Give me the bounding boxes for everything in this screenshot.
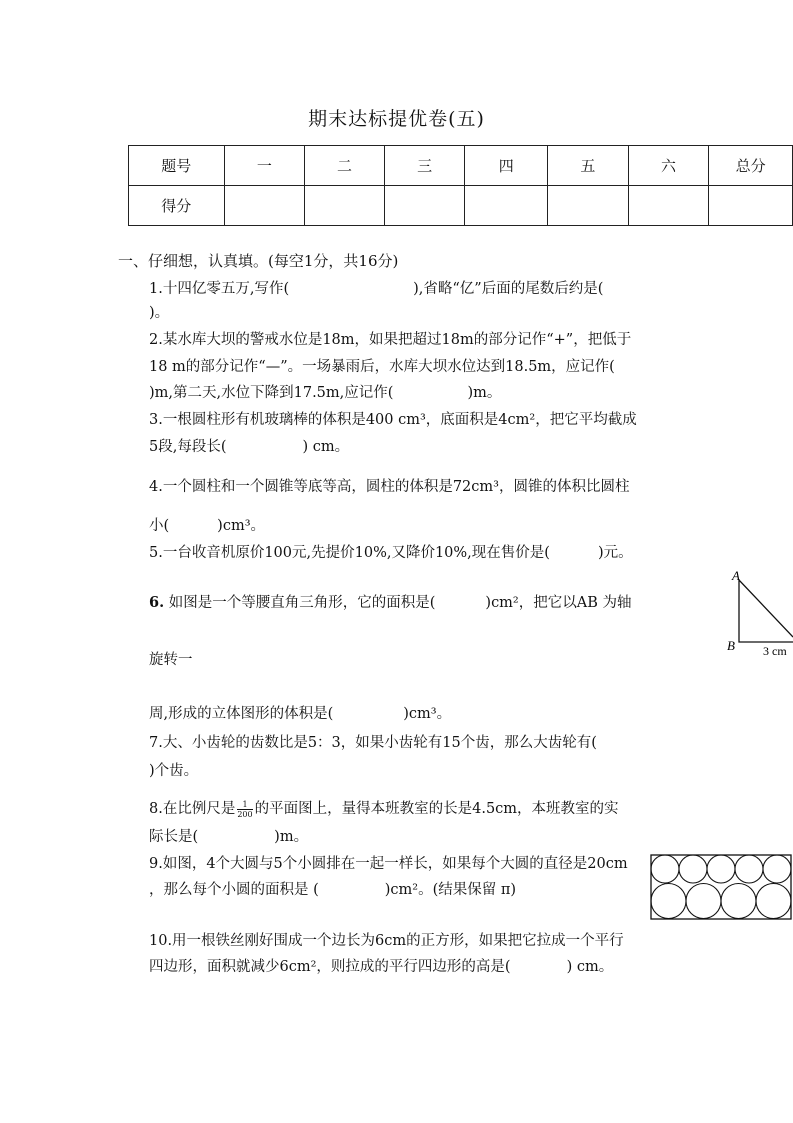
score-cell[interactable]	[384, 186, 465, 226]
header-cell: 二	[305, 146, 385, 186]
score-cell[interactable]	[628, 186, 709, 226]
page-title: 期末达标提优卷(五)	[308, 108, 485, 130]
score-cell[interactable]	[709, 186, 793, 226]
small-circle	[735, 855, 763, 883]
q4-line-2	[149, 516, 265, 536]
section-heading: 一、仔细想，认真填。(每空1分，共16分)	[118, 252, 399, 270]
q7-line-2: )个齿。	[149, 763, 199, 779]
q3-text: 5段,每段长(	[149, 439, 227, 455]
q2-text: )m。	[467, 385, 502, 401]
large-circle	[756, 884, 791, 919]
q8-text: 际长是(	[149, 829, 199, 845]
q10-text: 四边形，面积就减少6cm²，则拉成的平行四边形的高是(	[149, 959, 511, 975]
q3-line-1: 3.一根圆柱形有机玻璃棒的体积是400 cm³，底面积是4cm²，把它平均截成	[149, 412, 637, 428]
triangle-figure	[725, 565, 793, 661]
question-5	[149, 543, 633, 563]
score-cell[interactable]	[465, 186, 548, 226]
q9-text: )cm²。(结果保留 π)	[384, 882, 517, 898]
q2-text: )m,第二天,水位下降到17.5m,应记作(	[149, 385, 394, 401]
q10-line-1: 10.用一根铁丝刚好围成一个边长为6cm的正方形，如果把它拉成一个平行	[149, 933, 624, 949]
small-circle	[651, 855, 679, 883]
header-cell: 总分	[709, 146, 793, 186]
q1-text: ),省略“亿”后面的尾数后约是(	[413, 281, 604, 297]
header-cell: 三	[384, 146, 465, 186]
q1-text: 1.十四亿零五万,写作(	[149, 281, 290, 297]
fraction-denominator: 200	[237, 809, 253, 819]
q6-text: 周,形成的立体图形的体积是(	[149, 706, 334, 722]
q9-text: ，那么每个小圆的面积是 (	[149, 882, 319, 898]
q4-line-1: 4.一个圆柱和一个圆锥等底等高，圆柱的体积是72cm³，圆锥的体积比圆柱	[149, 479, 630, 495]
q8-text: )m。	[274, 829, 309, 845]
q6-text: )cm³。	[403, 706, 452, 722]
q1-text: )。	[149, 305, 170, 321]
row-label: 得分	[129, 186, 225, 226]
header-cell: 题号	[129, 146, 225, 186]
q10-text: ) cm。	[566, 959, 614, 975]
small-circle	[763, 855, 791, 883]
q6-line-1	[149, 593, 631, 613]
score-cell[interactable]	[224, 186, 305, 226]
q3-text: ) cm。	[302, 439, 350, 455]
q6-text: )cm²，把它以AB 为轴	[485, 595, 632, 611]
circles-figure	[650, 854, 792, 920]
q3-line-2	[149, 437, 349, 457]
q8-line-2	[149, 827, 308, 847]
q9-line-2	[149, 880, 516, 900]
small-circle	[707, 855, 735, 883]
score-table-header-row	[129, 146, 793, 186]
q8-text: 的平面图上，量得本班教室的长是4.5cm，本班教室的实	[254, 801, 619, 817]
side-length-label: 3 cm	[763, 644, 787, 658]
large-circle	[686, 884, 721, 919]
header-cell: 一	[224, 146, 305, 186]
q5-text: 5.一台收音机原价100元,先提价10%,又降价10%,现在售价是(	[149, 545, 550, 561]
small-circle	[679, 855, 707, 883]
header-cell: 四	[465, 146, 548, 186]
score-table	[128, 145, 793, 226]
q2-line-2: 18 m的部分记作“—”。一场暴雨后，水库大坝水位达到18.5m，应记作(	[149, 359, 615, 375]
score-cell[interactable]	[548, 186, 629, 226]
q4-text: 小(	[149, 518, 170, 534]
question-1	[149, 279, 603, 299]
q9-line-1: 9.如图，4个大圆与5个小圆排在一起一样长，如果每个大圆的直径是20cm	[149, 856, 628, 872]
q2-line-1: 2.某水库大坝的警戒水位是18m，如果把超过18m的部分记作“+”，把低于	[149, 332, 632, 348]
q4-text: )cm³。	[217, 518, 266, 534]
q8-line-1	[149, 799, 619, 819]
large-circle	[721, 884, 756, 919]
q6-text: 如图是一个等腰直角三角形，它的面积是(	[168, 595, 436, 611]
score-cell[interactable]	[305, 186, 385, 226]
q10-line-2	[149, 957, 613, 977]
triangle-outline	[739, 580, 793, 642]
q5-text: )元。	[597, 545, 633, 561]
q8-text: 8.在比例尺是	[149, 801, 236, 817]
header-cell: 六	[628, 146, 709, 186]
circles-frame	[651, 855, 791, 919]
q2-line-3	[149, 383, 501, 403]
fraction-numerator: 1	[237, 800, 252, 810]
q6-number: 6.	[149, 594, 165, 611]
large-circle	[651, 884, 686, 919]
q6-line-3	[149, 704, 451, 724]
scale-fraction	[237, 800, 252, 819]
q7-line-1: 7.大、小齿轮的齿数比是5：3，如果小齿轮有15个齿，那么大齿轮有(	[149, 735, 597, 751]
vertex-a-label: A	[732, 568, 740, 583]
vertex-b-label: B	[727, 638, 735, 653]
header-cell: 五	[548, 146, 629, 186]
q6-line-2: 旋转一	[149, 652, 193, 668]
score-table-score-row	[129, 186, 793, 226]
